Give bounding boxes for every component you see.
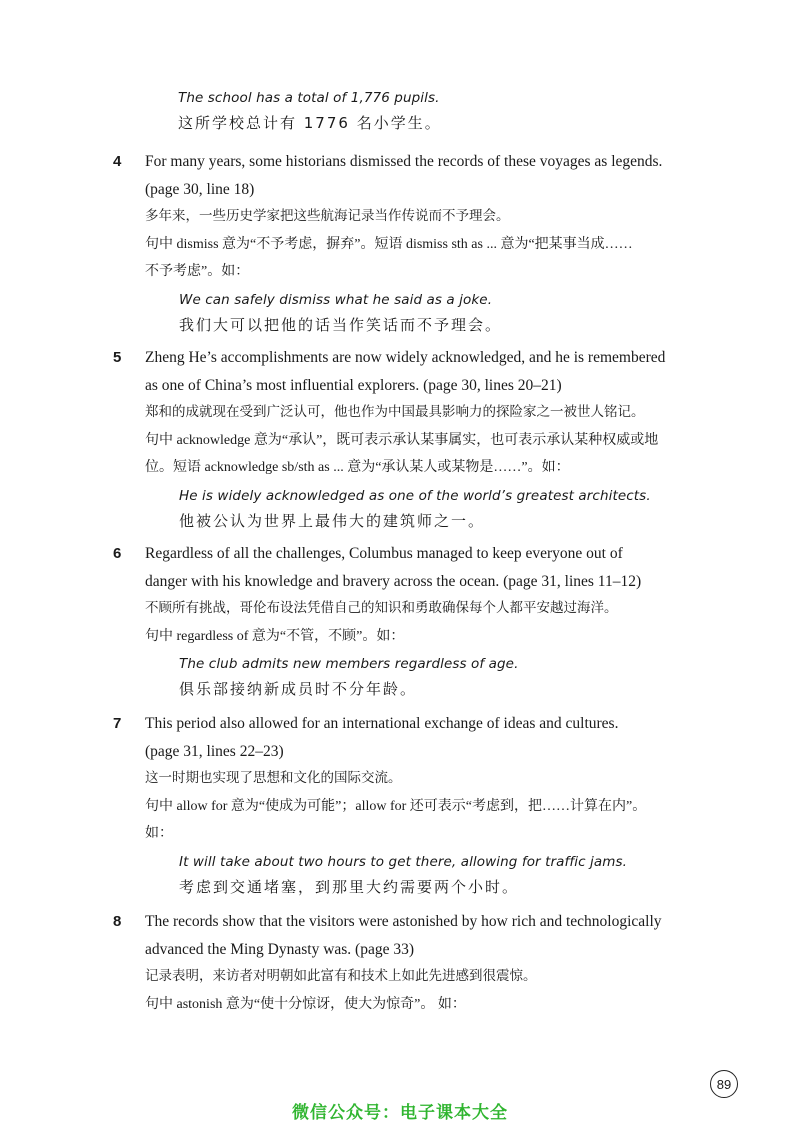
item-number: 7	[113, 715, 122, 732]
example-chinese: 我们大可以把他的话当作笑话而不予理会。	[179, 315, 503, 334]
sentence-translation: 不顾所有挑战，哥伦布设法凭借自己的知识和勇敢确保每个人都平安越过海洋。	[145, 600, 618, 616]
watermark-text: 微信公众号：电子课本大全	[292, 1103, 508, 1123]
item-number: 6	[113, 545, 122, 562]
sentence-english-line: advanced the Ming Dynasty was. (page 33)	[145, 940, 415, 958]
explanation-line: 不予考虑”。如：	[145, 264, 250, 279]
example-english: He is widely acknowledged as one of the world’s greatest architects.	[179, 487, 651, 504]
explanation-line: 句中 astonish 意为“使十分惊讶，使大为惊奇”。 如：	[145, 996, 466, 1012]
explanation-line: 句中 regardless of 意为“不管，不顾”。如：	[145, 628, 405, 644]
example-english: It will take about two hours to get there, allowing for traffic jams.	[179, 853, 627, 870]
sentence-english-line: Regardless of all the challenges, Columbus managed to keep everyone out of	[145, 545, 623, 562]
example-chinese: 俱乐部接纳新成员时不分年龄。	[179, 680, 418, 698]
example-english: The school has a total of 1,776 pupils.	[178, 90, 440, 106]
page-number: 89	[716, 1076, 732, 1092]
example-english: We can safely dismiss what he said as a joke.	[179, 291, 493, 308]
item-number: 5	[113, 349, 122, 366]
sentence-translation: 郑和的成就现在受到广泛认可，他也作为中国最具影响力的探险家之一被世人铭记。	[145, 404, 645, 420]
explanation-line: 位。短语 acknowledge sb/sth as ... 意为“承认某人或某物是……”。如：	[145, 460, 570, 475]
sentence-english-line: The records show that the visitors were astonished by how rich and technologically	[145, 913, 662, 930]
sentence-english-line: This period also allowed for an international exchange of ideas and cultures.	[145, 715, 619, 732]
sentence-english-line: danger with his knowledge and bravery across the ocean. (page 31, lines 11–12)	[145, 572, 642, 590]
sentence-translation: 记录表明，来访者对明朝如此富有和技术上如此先进感到很震惊。	[145, 968, 537, 984]
example-chinese: 这所学校总计有 1776 名小学生。	[178, 114, 442, 132]
sentence-english-line: as one of China’s most influential explorers. (page 30, lines 20–21)	[145, 376, 562, 394]
sentence-english-line: (page 31, lines 22–23)	[145, 742, 284, 760]
sentence-english-line: For many years, some historians dismissed the records of these voyages as legends.	[145, 153, 663, 170]
example-chinese: 考虑到交通堵塞，到那里大约需要两个小时。	[179, 877, 520, 896]
explanation-line: 句中 dismiss 意为“不予考虑，摒弃”。短语 dismiss sth as ... 意为“把某事当成……	[145, 236, 633, 252]
example-chinese: 他被公认为世界上最伟大的建筑师之一。	[179, 511, 486, 530]
sentence-translation: 这一时期也实现了思想和文化的国际交流。	[145, 770, 402, 786]
page-number-badge	[710, 1070, 738, 1098]
sentence-english-line: Zheng He’s accomplishments are now widely acknowledged, and he is remembered	[145, 349, 666, 366]
sentence-english-line: (page 30, line 18)	[145, 180, 255, 198]
item-number: 8	[113, 913, 122, 930]
explanation-line: 句中 acknowledge 意为“承认”，既可表示承认某事属实，也可表示承认某种权威或地	[145, 432, 659, 448]
continued-example	[178, 86, 738, 137]
item-number: 4	[113, 153, 122, 170]
example-english: The club admits new members regardless of age.	[179, 656, 519, 672]
explanation-line: 句中 allow for 意为“使成为可能”；allow for 还可表示“考虑到，把……计算在内”。	[145, 798, 647, 814]
explanation-line: 如：	[145, 826, 173, 841]
sentence-translation: 多年来，一些历史学家把这些航海记录当作传说而不予理会。	[145, 208, 510, 224]
